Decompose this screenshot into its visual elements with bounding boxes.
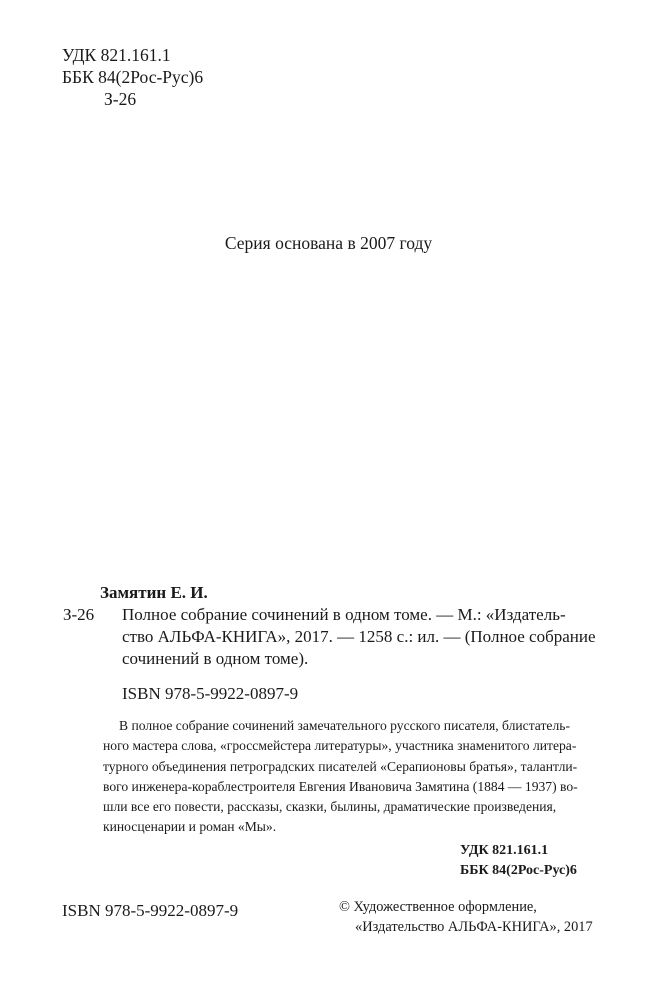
footer-udk-code: УДК 821.161.1 xyxy=(460,843,549,858)
annotation-line: турного объединения петроградских писателей «Серапионовы братья», талантли- xyxy=(103,758,578,774)
bibliographic-author-mark: З-26 xyxy=(63,605,95,624)
bibliographic-isbn: ISBN 978-5-9922-0897-9 xyxy=(122,684,299,703)
udk-code: УДК 821.161.1 xyxy=(62,45,171,65)
copyright-line: © Художественное оформление, xyxy=(339,899,537,915)
footer-isbn: ISBN 978-5-9922-0897-9 xyxy=(62,901,239,920)
author-mark: З-26 xyxy=(104,89,137,109)
bbk-code: ББК 84(2Рос-Рус)6 xyxy=(62,67,204,87)
bibliographic-author: Замятин Е. И. xyxy=(100,583,208,602)
series-note: Серия основана в 2007 году xyxy=(224,233,433,253)
annotation-line: В полное собрание сочинений замечательного русского писателя, блистатель- xyxy=(119,718,570,733)
annotation xyxy=(103,716,578,838)
classification-codes-header xyxy=(62,44,203,110)
annotation-line: киносценарии и роман «Мы». xyxy=(103,819,277,835)
annotation-line: шли все его повести, рассказы, сказки, былины, драматические произведения, xyxy=(103,799,557,815)
bibliographic-line: Полное собрание сочинений в одном томе. — М.: «Издатель- xyxy=(122,605,566,624)
copyright-notice xyxy=(339,898,593,937)
bibliographic-line: ство АЛЬФА-КНИГА», 2017. — 1258 с.: ил. — (Полное собрание xyxy=(122,627,596,646)
bibliographic-description xyxy=(122,604,597,670)
footer-bbk-code: ББК 84(2Рос-Рус)6 xyxy=(460,862,577,878)
annotation-line: вого инженера-кораблестроителя Евгения Ивановича Замятина (1884 — 1937) во- xyxy=(103,778,578,794)
copyright-line: «Издательство АЛЬФА-КНИГА», 2017 xyxy=(355,918,593,935)
classification-codes-footer xyxy=(460,841,577,880)
bibliographic-line: сочинений в одном томе). xyxy=(122,649,309,668)
annotation-line: ного мастера слова, «гроссмейстера литературы», участника знаменитого литера- xyxy=(103,738,577,754)
